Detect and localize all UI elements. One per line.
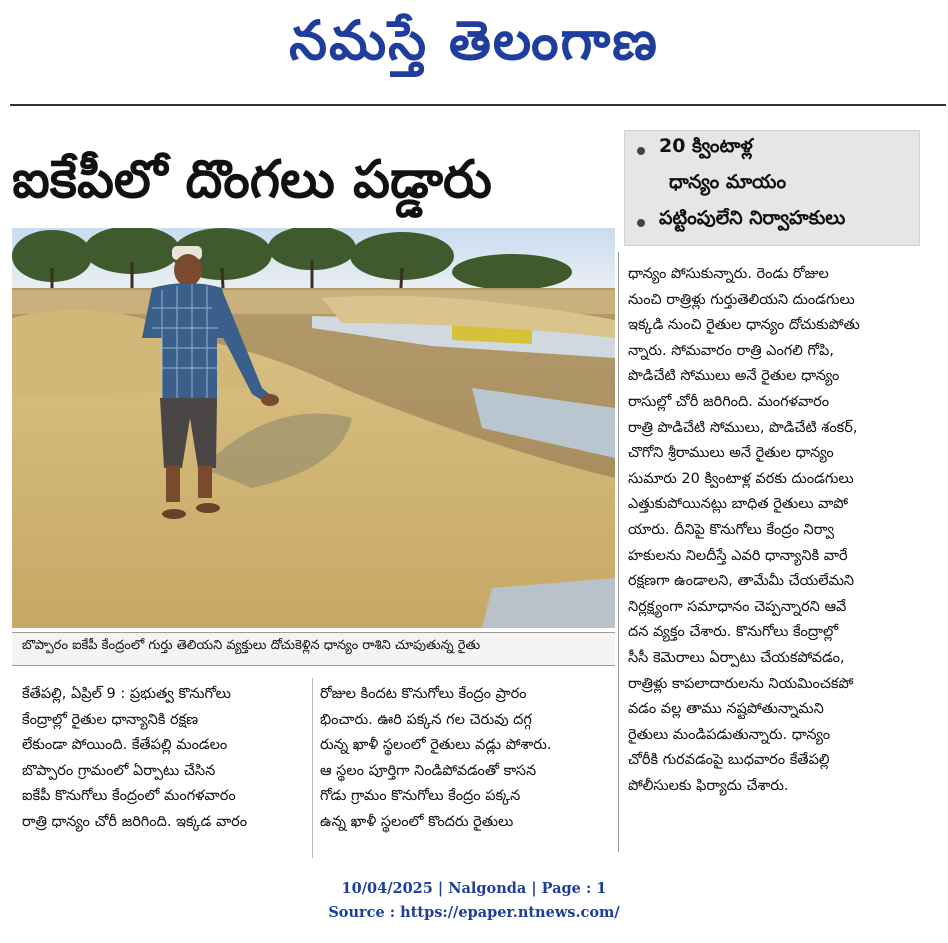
body-line: హకులను నిలదీస్తే ఎవరి ధాన్యానికి వారే [628,547,848,564]
body-line: రాత్రి పొడిచేటి సోములు, పొడిచేటి శంకర్, [628,419,858,436]
bullet-icon [637,219,645,227]
masthead-divider [10,104,946,106]
newspaper-masthead: నమస్తే తెలంగాణ [289,9,659,72]
body-line: రున్న ఖాళీ స్థలంలో రైతులు వడ్లు పోశారు. [320,737,552,754]
body-line: ఎత్తుకుపోయినట్లు బాధిత రైతులు వాపో [628,496,849,513]
article-photo [12,228,615,628]
highlights-box [624,130,920,246]
source-link[interactable]: Source : https://epaper.ntnews.com/ [328,904,620,921]
column-divider [312,678,313,858]
body-line: ఉన్న ఖాళీ స్థలంలో కొందరు రైతులు [320,813,514,830]
article-headline: ఐకేపీలో దొంగలు పడ్డారు [12,150,492,210]
article-column-1 [22,682,302,836]
body-line: కేతేపల్లి, ఏప్రిల్ 9 : ప్రభుత్వ కొనుగోలు [22,686,231,702]
body-line: నిర్లక్ష్యంగా సమాధానం చెప్పన్నారని ఆవే [628,598,847,615]
body-line: నుంచి రాత్రిళ్లు గుర్తుతెలియని దుండగులు [628,291,855,308]
column-divider [618,252,619,852]
article-column-3 [628,262,924,799]
body-line: ఇక్కడి నుంచి రైతుల ధాన్యం దోచుకుపోతు [628,317,860,334]
body-line: భించారు. ఊరి పక్కన గల చెరువు దగ్గ [320,711,532,728]
body-line: గోడు గ్రామం కొనుగోలు కేంద్రం పక్కన [320,788,521,805]
body-line: రక్షణగా ఉండాలని, తామేమీ చేయలేమని [628,573,855,590]
body-line: ధాన్యం పోసుకున్నారు. రెండు రోజుల [628,266,829,282]
body-line: రాత్రి ధాన్యం చోరీ జరిగింది. ఇక్కడ వారం [22,813,248,830]
body-line: యారు. దీనిపై కొనుగోలు కేంద్రం నిర్వా [628,521,834,538]
body-line: పోలీసులకు ఫిర్యాదు చేశారు. [628,777,789,794]
photo-caption: బొప్పారం ఐకేపీ కేంద్రంలో గుర్తు తెలియని వ్యక్తులు దోచుకెళ్లిన ధాన్యం రాశిని చూపుతున్న రైతు [22,638,481,653]
body-line: రోజుల కిందట కొనుగోలు కేంద్రం ప్రారం [320,686,527,702]
body-line: పొడిచేటి సోములు అనే రైతుల ధాన్యం [628,368,840,385]
body-line: ఐకేపీ కొనుగోలు కేంద్రంలో మంగళవారం [22,788,236,805]
body-line: చొగోని శ్రీరాములు అనే రైతుల ధాన్యం [628,445,834,462]
bullet-icon [637,147,645,155]
body-line: సీసీ కెమెరాలు ఏర్పాటు చేయకపోవడం, [628,649,845,666]
body-line: చోరీకి గురవడంపై బుధవారం కేతేపల్లి [628,752,830,769]
body-line: లేకుండా పోయింది. కేతేపల్లి మండలం [22,737,228,754]
article-column-2 [320,682,615,836]
body-line: వడం వల్ల తాము నష్టపోతున్నామని [628,701,824,718]
body-line: న్నారు. సోమవారం రాత్రి ఎంగలి గోపి, [628,342,834,359]
body-line: బొప్పారం గ్రామంలో ఏర్పాటు చేసిన [22,762,216,779]
body-line: దన వ్యక్తం చేశారు. కొనుగోలు కేంద్రాల్లో [628,624,838,641]
body-line: రాసుల్లో చోరీ జరిగింది. మంగళవారం [628,393,830,410]
body-line: కేంద్రాల్లో రైతుల ధాన్యానికి రక్షణ [22,711,199,728]
body-line: ఆ స్థలం పూర్తిగా నిండిపోవడంతో కాసన [320,762,537,779]
highlight-line: పట్టింపులేని నిర్వాహకులు [659,207,846,229]
highlight-line: ధాన్యం మాయం [669,171,787,193]
farmer-grain-photo [12,228,615,628]
body-line: రైతులు మండిపడుతున్నారు. ధాన్యం [628,726,831,743]
edition-info: 10/04/2025 | Nalgonda | Page : 1 [341,880,607,897]
highlight-line: 20 క్వింటాళ్ల [659,135,753,157]
body-line: రాత్రిళ్లు కాపలాదారులను నియమించకపో [628,675,854,692]
body-line: సుమారు 20 క్వింటాళ్ల వరకు దుండగులు [628,470,854,487]
